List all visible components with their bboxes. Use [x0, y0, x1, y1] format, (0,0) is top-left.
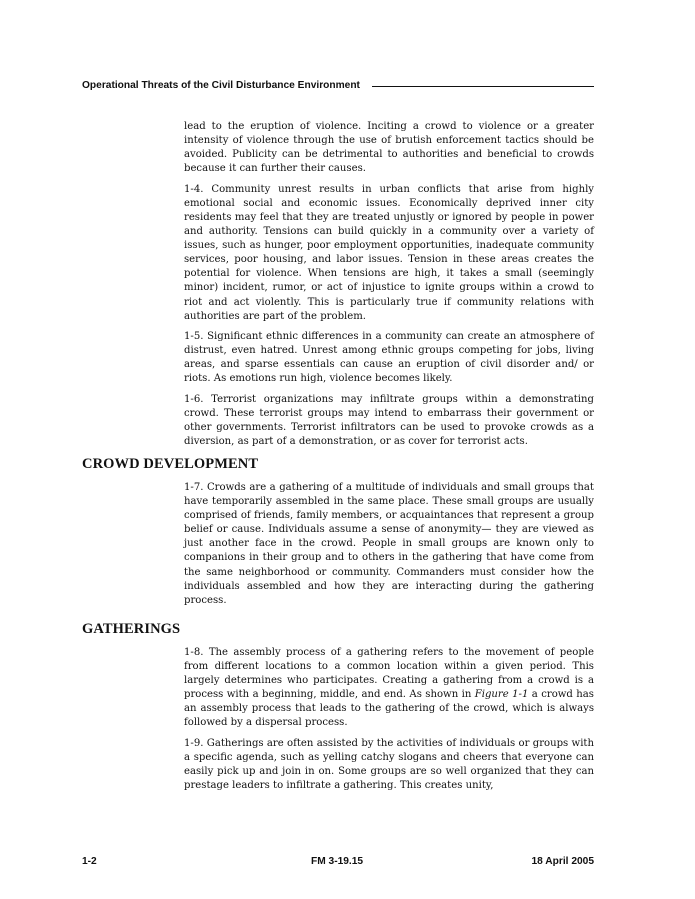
section-heading-crowd-development: CROWD DEVELOPMENT [82, 456, 259, 472]
paragraph-1-7: 1-7. Crowds are a gathering of a multitude of individuals and small groups that have temporarily assembled in the same place. These small groups are usually comprised of friends, family members, or acquaintances that represent a group belief or cause. Individuals assume a sense of anonymity— they are viewed as just another face in the crowd. People in small groups are known only to companions in their group and to others in the gathering that have come from the same neighborhood or community. Commanders must consider how the individuals assembled and how they are interacting during the gathering process. [184, 482, 594, 606]
header-rule [372, 86, 594, 87]
running-header [82, 79, 594, 95]
running-footer [82, 855, 594, 869]
figure-reference-link: Figure 1-1 [474, 689, 529, 701]
header-title: Operational Threats of the Civil Disturbance Environment [82, 80, 360, 91]
paragraph-1-8 [184, 646, 594, 731]
paragraph-1-8-text-b: a crowd has an assembly process that leads to the gathering of the crowd, which is always followed by a dispersal process. [184, 689, 594, 729]
manual-id: FM 3-19.15 [311, 856, 364, 867]
paragraph-1-9: 1-9. Gatherings are often assisted by the activities of individuals or groups with a specific agenda, such as yelling catchy slogans and cheers that everyone can easily pick up and join in on. Some groups are so well organized that they can prestage leaders to infiltrate a gathering. This creates unity, [184, 737, 594, 792]
paragraph-1-5: 1-5. Significant ethnic differences in a community can create an atmosphere of distrust, even hatred. Unrest among ethnic groups competing for jobs, living areas, and sparse essentials can cause an eruption of civil disorder and/ or riots. As emotions run high, violence becomes likely. [184, 331, 594, 385]
paragraph-1-6: 1-6. Terrorist organizations may infiltrate groups within a demonstrating crowd. These terrorist groups may intend to embarrass their government or other governments. Terrorist infiltrators can be used to provoke crowds as a diversion, as part of a demonstration, or as cover for terrorist acts. [184, 393, 594, 448]
page-number: 1-2 [82, 856, 97, 867]
paragraph-1-8-text-a: 1-8. The assembly process of a gathering refers to the movement of people from different locations to a common location within a given period. This largely determines who participates. Creating a gathering from a crowd is a process with a beginning, middle, and end. As shown in [184, 647, 594, 701]
section-heading-gatherings: GATHERINGS [82, 621, 181, 637]
body-text-block-top [184, 120, 594, 456]
paragraph-continuation: lead to the eruption of violence. Inciting a crowd to violence or a greater intensity of violence through the use of brutish enforcement tactics should be avoided. Publicity can be detrimental to authorities and beneficial to crowds because it can further their causes. [184, 121, 594, 175]
paragraph-1-4: 1-4. Community unrest results in urban conflicts that arise from highly emotional social and economic issues. Economically deprived inner city residents may feel that they are treated unjustly or ignored by people in power and authority. Tensions can build quickly in a community over a variety of issues, such as hunger, poor employment opportunities, inadequate community services, poor housing, and labor issues. Tension in these areas creates the potential for violence. When tensions are high, it takes a small (seemingly minor) incident, rumor, or act of injustice to ignite groups within a crowd to riot and act violently. This is particularly true if community relations with authorities are part of the problem. [184, 183, 594, 322]
body-text-block-gatherings [184, 646, 594, 800]
body-text-block-crowd [184, 481, 594, 614]
publication-date: 18 April 2005 [531, 856, 594, 867]
